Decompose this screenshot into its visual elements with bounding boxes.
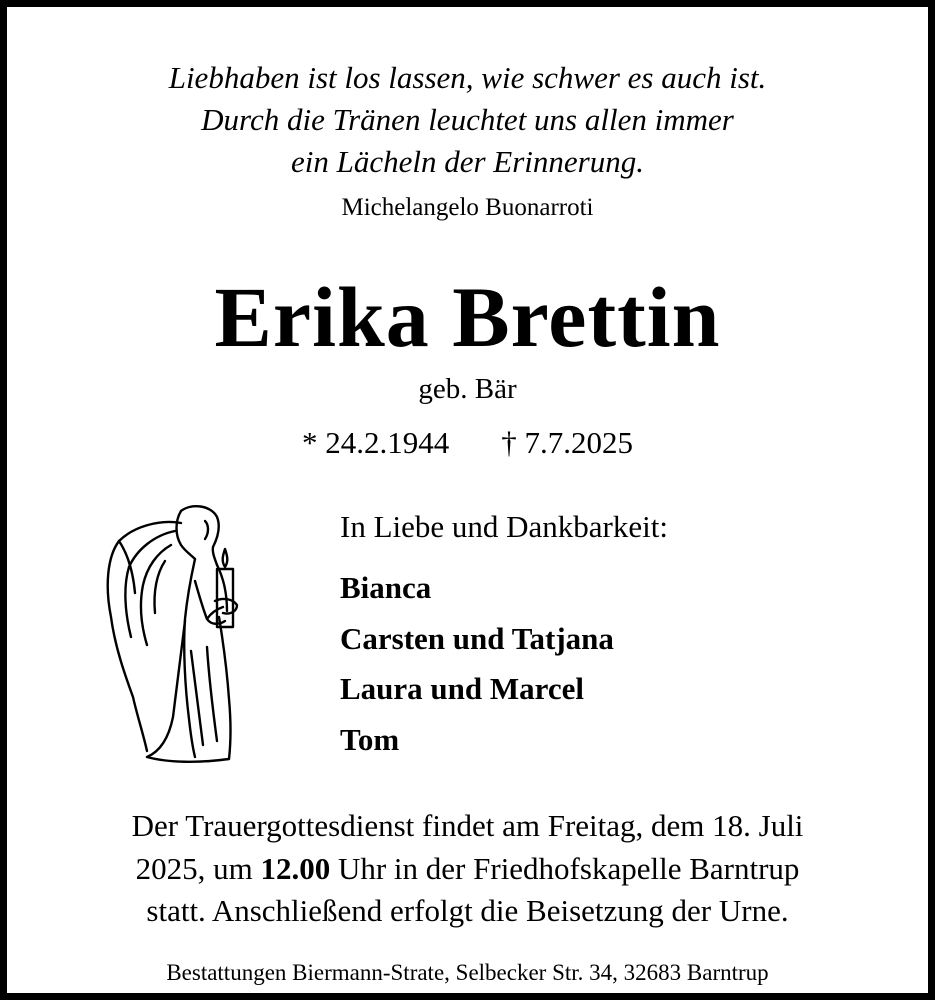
angel-with-candle-icon: [99, 501, 249, 766]
birth-date: * 24.2.1944: [302, 425, 450, 460]
quote-line: Liebhaben ist los lassen, wie schwer es auch ist.: [168, 60, 767, 95]
quote-line: ein Lächeln der Erinnerung.: [290, 144, 644, 179]
undertaker-info: Bestattungen Biermann-Strate, Selbecker Str. 34, 32683 Barntrup: [166, 960, 769, 985]
mourner-name: Tom: [340, 721, 400, 757]
service-text: 2025, um: [135, 850, 261, 886]
memorial-quote: [7, 57, 928, 183]
quote-author: Michelangelo Buonarroti: [341, 194, 594, 221]
service-line: [7, 848, 928, 891]
service-text: Uhr in der Friedhofskapelle Barntrup: [330, 850, 800, 886]
maiden-name: geb. Bär: [418, 373, 517, 405]
mourners-list: [340, 507, 668, 765]
death-date: † 7.7.2025: [501, 425, 633, 460]
funeral-service-info: [7, 805, 928, 933]
service-line: statt. Anschließend erfolgt die Beisetzung der Urne.: [146, 893, 789, 928]
service-time: 12.00: [260, 850, 331, 886]
deceased-name: Erika Brettin: [214, 269, 721, 365]
mourner-name: Carsten und Tatjana: [340, 620, 614, 656]
life-dates: [7, 423, 928, 463]
quote-line: Durch die Tränen leuchtet uns allen immer: [201, 102, 734, 137]
service-line: Der Trauergottesdienst findet am Freitag, dem 18. Juli: [131, 808, 804, 843]
mourners-intro: In Liebe und Dankbarkeit:: [340, 509, 668, 544]
mourner-name: Bianca: [340, 570, 432, 605]
mourner-name: Laura und Marcel: [340, 671, 584, 706]
